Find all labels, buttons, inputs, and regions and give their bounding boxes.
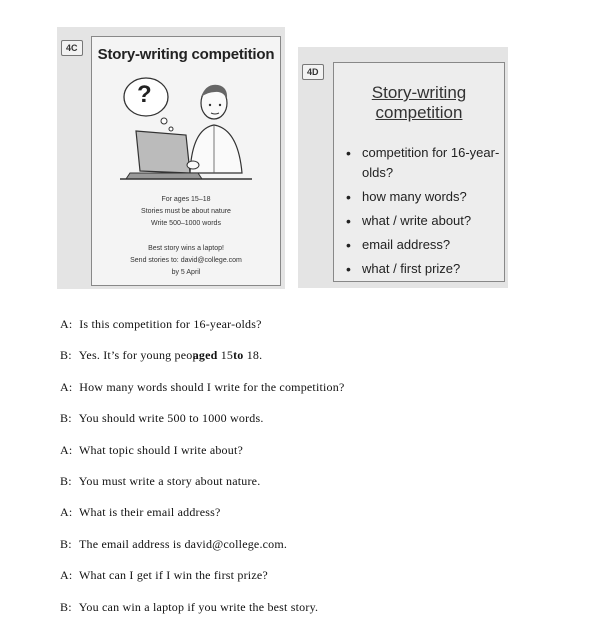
card-4c xyxy=(57,27,285,289)
speaker: B: xyxy=(60,411,72,426)
dialogue-line xyxy=(60,536,580,567)
card-4d xyxy=(298,47,508,288)
list-item: • competition for 16-year-olds? xyxy=(345,143,500,183)
speaker: B: xyxy=(60,599,72,614)
line-text: Is this competition for 16-year-olds? xyxy=(79,317,262,331)
dialogue-line xyxy=(60,599,580,630)
line-text: The email address is david@college.com. xyxy=(78,536,288,551)
speaker: B: xyxy=(60,536,72,551)
line-text: You can win a laptop if you write the best story. xyxy=(78,599,319,614)
prize-line: Best story wins a laptop! xyxy=(148,245,224,252)
speaker: B: xyxy=(60,473,72,488)
line-text: What can I get if I win the first prize? xyxy=(78,568,268,583)
topic-line: Stories must be about nature xyxy=(141,208,231,215)
speaker: A: xyxy=(60,442,73,457)
words-line: Write 500–1000 words xyxy=(151,220,221,227)
dialogue-line xyxy=(60,442,580,473)
notes-title-line1: Story-writing xyxy=(371,83,467,102)
send-line: Send stories to: david@college.com xyxy=(130,257,242,264)
line-text: Yes. It’s for young peop xyxy=(78,348,199,363)
poster xyxy=(91,36,281,286)
line-text: You should write 500 to 1000 words. xyxy=(78,411,264,426)
line-text: What topic should I write about? xyxy=(78,442,244,457)
line-text: What is their email address? xyxy=(78,505,221,520)
speaker: B: xyxy=(60,348,72,363)
card-tag: 4C xyxy=(61,40,83,56)
list-item: • what / first prize? xyxy=(345,259,500,279)
deadline-line: by 5 April xyxy=(171,269,201,276)
line-text: 18. xyxy=(243,348,263,363)
speaker: A: xyxy=(60,568,73,583)
dialogue-line xyxy=(60,473,580,504)
notes-title xyxy=(334,83,504,123)
dialogue xyxy=(60,316,580,630)
speaker: A: xyxy=(60,317,73,331)
line-text: How many words should I write for the competition? xyxy=(79,379,345,394)
dialogue-line xyxy=(60,567,580,598)
poster-title: Story-writing competition xyxy=(97,46,275,63)
bold-word: aged xyxy=(192,348,218,363)
line-text: 15 xyxy=(217,348,234,363)
age-line: For ages 15–18 xyxy=(161,196,211,203)
speaker: A: xyxy=(60,379,73,394)
list-item: • what / write about? xyxy=(345,211,500,231)
bold-word: to xyxy=(233,348,244,363)
card-tag: 4D xyxy=(302,64,324,80)
dialogue-line xyxy=(60,410,580,441)
line-text: You must write a story about nature. xyxy=(78,473,261,488)
speaker: A: xyxy=(60,505,73,520)
dialogue-line xyxy=(60,347,580,378)
dialogue-line xyxy=(60,316,580,347)
notes-title-line2: competition xyxy=(375,103,463,122)
notes-box xyxy=(333,62,505,282)
list-item: • email address? xyxy=(345,235,500,255)
question-mark: ? xyxy=(137,81,152,108)
dialogue-line xyxy=(60,504,580,535)
dialogue-line xyxy=(60,379,580,410)
list-item: • how many words? xyxy=(345,187,500,207)
prompt-list xyxy=(345,143,500,283)
